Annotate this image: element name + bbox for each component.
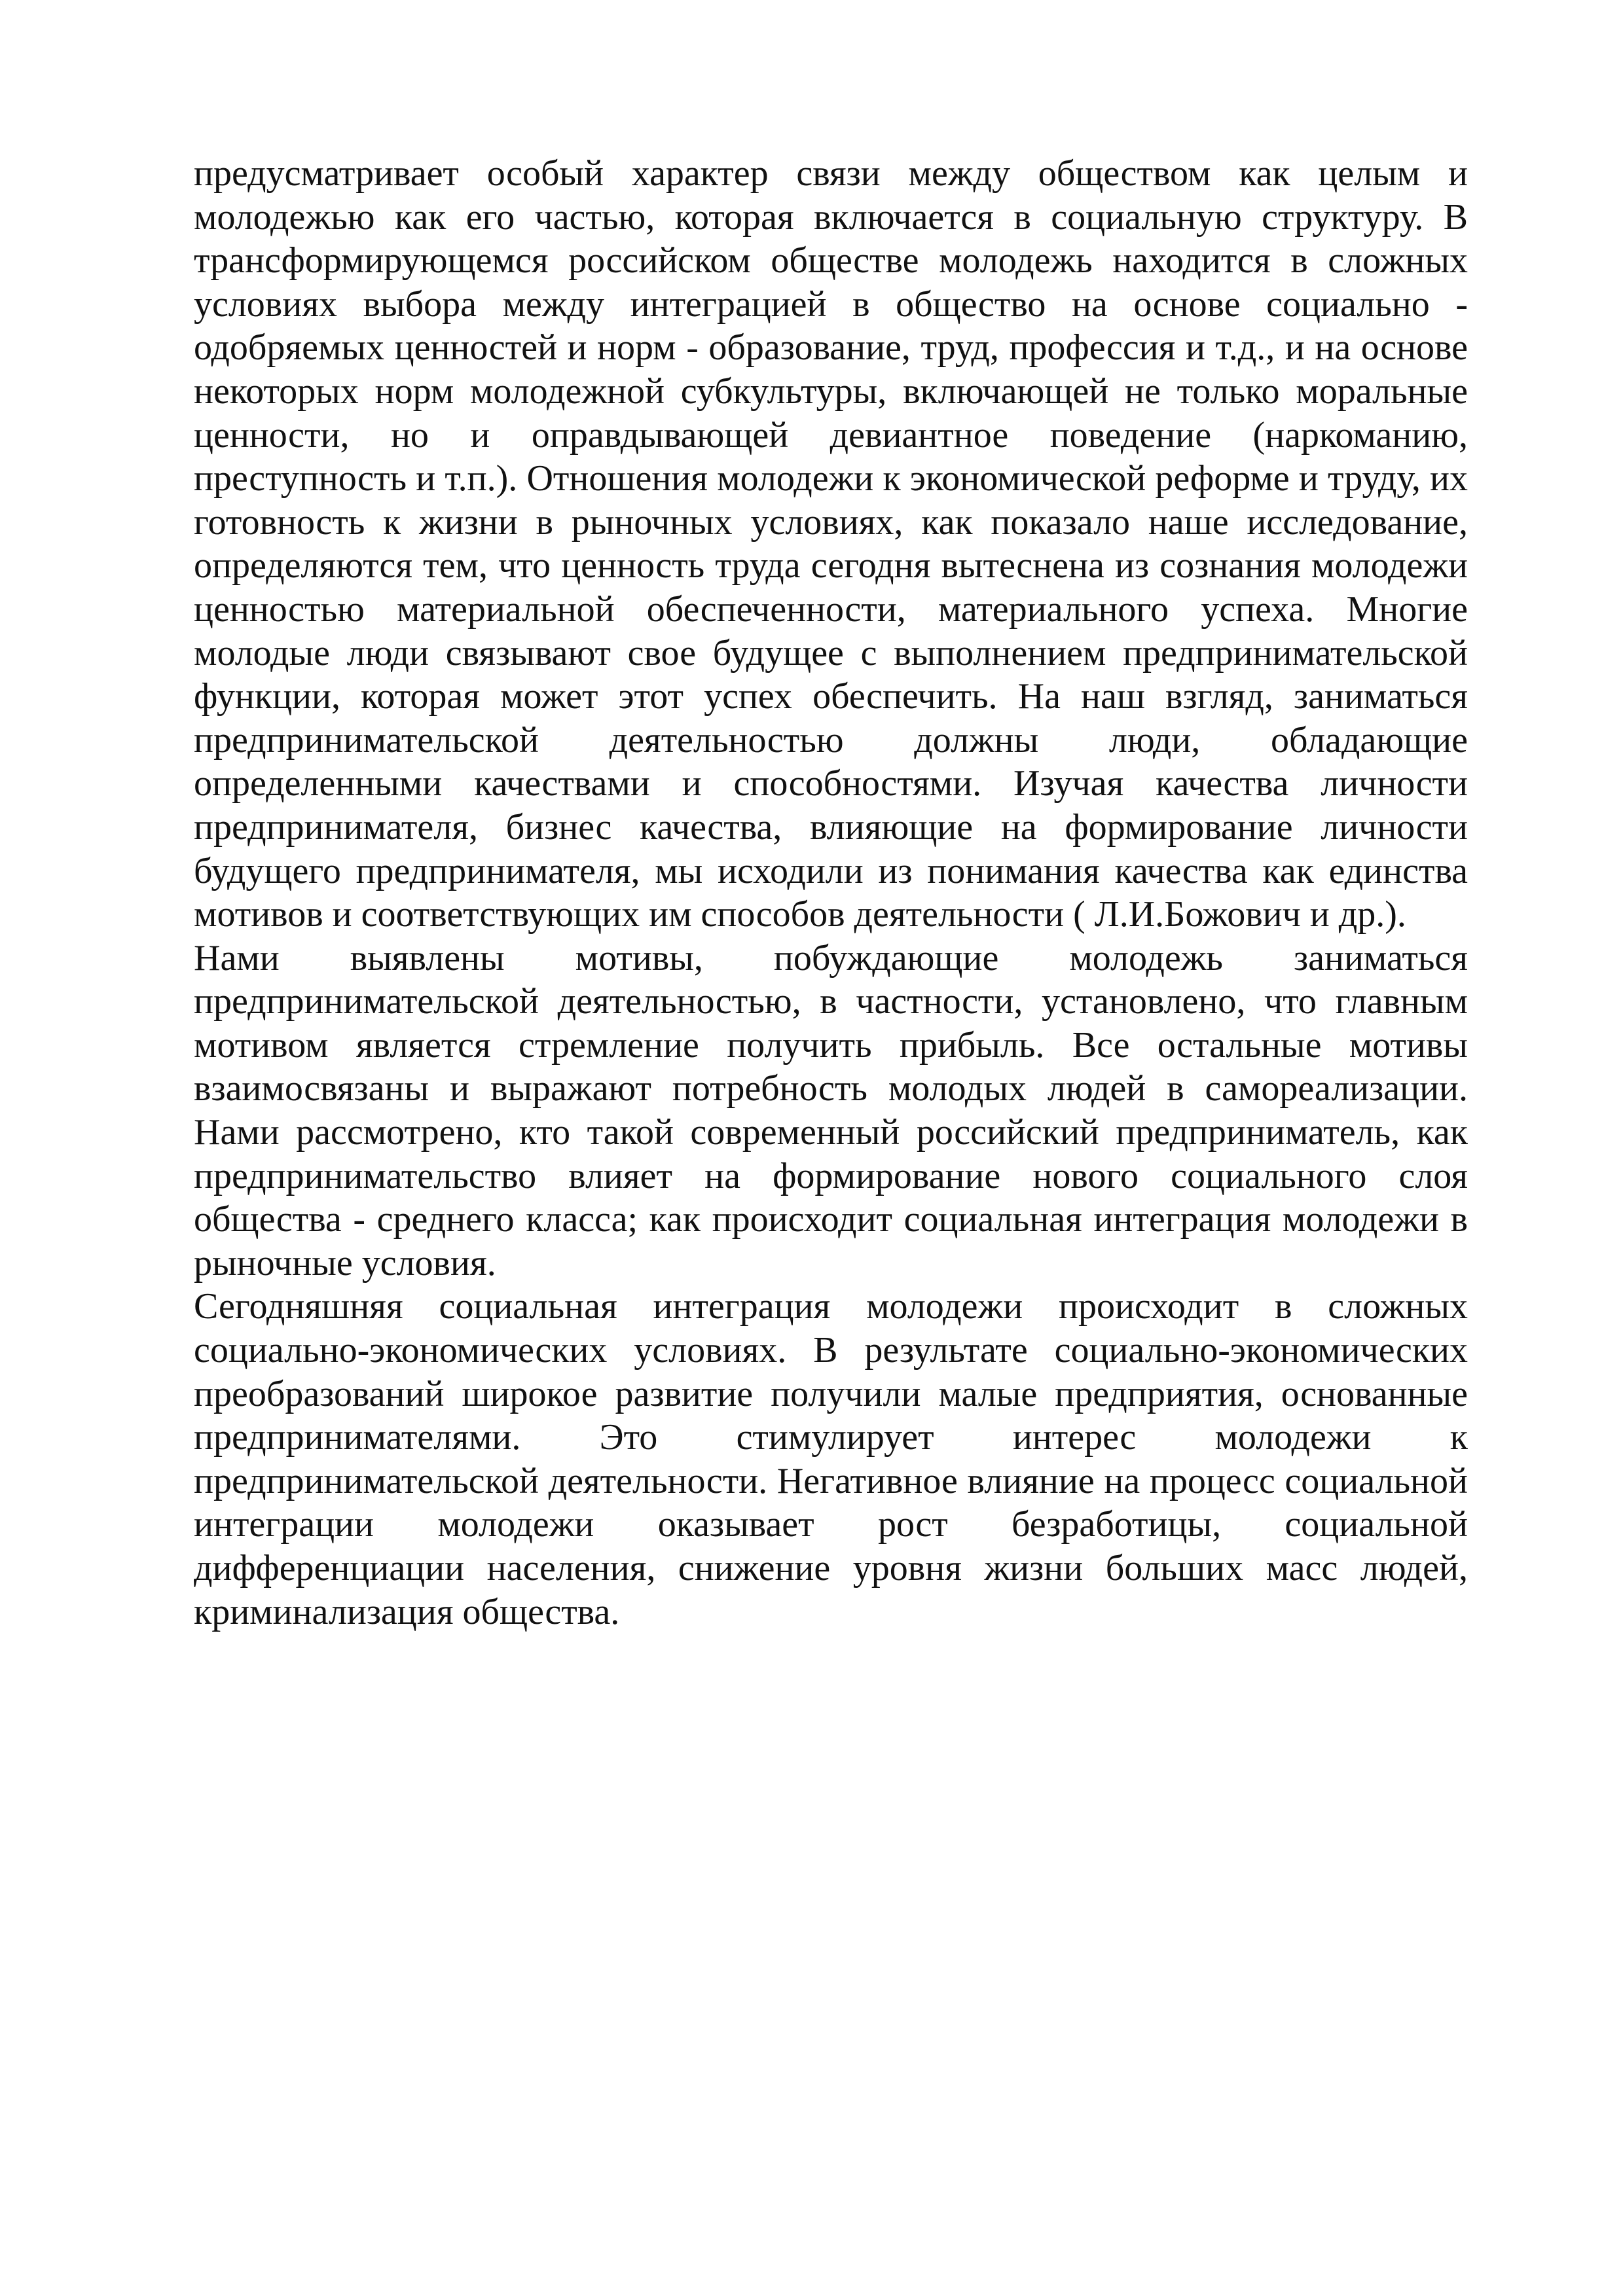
paragraph-1: предусматривает особый характер связи между обществом как целым и молодежью как его частью, которая включается в социальную структуру. В трансформирующемся российском обществе молодежь находится в сложных условиях выбора между интеграцией в общество на основе социально - одобряемых ценностей и норм - образование, труд, профессия и т.д., и на основе некоторых норм молодежной субкультуры, включающей не только моральные ценности, но и оправдывающей девиантное поведение (наркоманию, преступность и т.п.). Отношения молодежи к экономической реформе и труду, их готовность к жизни в рыночных условиях, как показало наше исследование, определяются тем, что ценность труда сегодня вытеснена из сознания молодежи ценностью материальной обеспеченности, материального успеха. Многие молодые люди связывают свое будущее с выполнением предпринимательской функции, которая может этот успех обеспечить. На наш взгляд, заниматься предпринимательской деятельностью должны люди, обладающие определенными качествами и способностями. Изучая качества личности предпринимателя, бизнес качества, влияющие на формирование личности будущего предпринимателя, мы исходили из понимания качества как единства мотивов и соответствующих им способов деятельности ( Л.И.Божович и др.).	[194, 153, 1468, 935]
paragraph-2: Нами выявлены мотивы, побуждающие молодежь заниматься предпринимательской деятельностью, в частности, установлено, что главным мотивом является стремление получить прибыль. Все остальные мотивы взаимосвязаны и выражают потребность молодых людей в самореализации. Нами рассмотрено, кто такой современный российский предприниматель, как предпринимательство влияет на формирование нового социального слоя общества - среднего класса; как происходит социальная интеграция молодежи в рыночные условия.	[194, 937, 1468, 1283]
body-text	[194, 152, 1468, 1634]
paragraph-3: Сегодняшняя социальная интеграция молодежи происходит в сложных социально-экономических условиях. В результате социально-экономических преобразований широкое развитие получили малые предприятия, основанные предпринимателями. Это стимулирует интерес молодежи к предпринимательской деятельности. Негативное влияние на процесс социальной интеграции молодежи оказывает рост безработицы, социальной дифференциации населения, снижение уровня жизни больших масс людей, криминализация общества.	[194, 1286, 1468, 1632]
